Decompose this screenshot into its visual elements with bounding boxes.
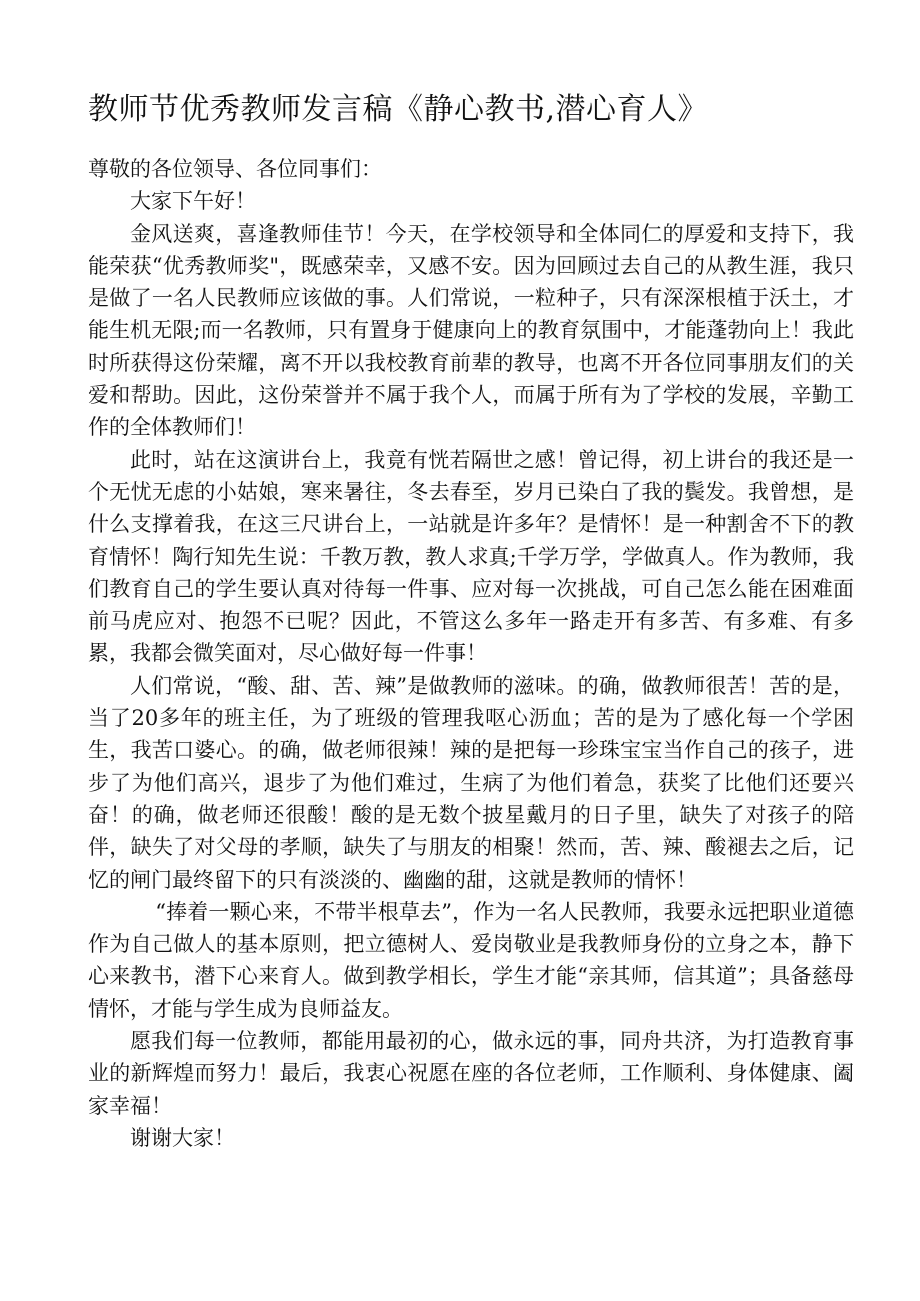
greeting: 大家下午好！ — [130, 189, 256, 214]
paragraph: “捧着一颗心来，不带半根草去”，作为一名人民教师，我要永远把职业道德作为自己做人的基本原则，把立德树人、爱岗敬业是我教师身份的立身之本，静下心来教书，潜下心来育人。做到教学相长，学生才能“亲其师，信其道”；具备慈母情怀，才能与学生成为良师益友。 — [88, 899, 854, 1021]
paragraph: 愿我们每一位教师，都能用最初的心，做永远的事，同舟共济，为打造教育事业的新辉煌而努力！最后，我衷心祝愿在座的各位老师，工作顺利、身体健康、阖家幸福！ — [88, 1029, 854, 1118]
document-title: 教师节优秀教师发言稿《静心教书,潜心育人》 — [88, 92, 709, 127]
paragraph: 金风送爽，喜逢教师佳节！今天，在学校领导和全体同仁的厚爱和支持下，我能荣获“优秀教师奖"，既感荣幸，又感不安。因为回顾过去自己的从教生涯，我只是做了一名人民教师应该做的事。人们常说，一粒种子，只有深深根植于沃土，才能生机无限;而一名教师，只有置身于健康向上的教育氛围中，才能蓬勃向上！我此时所获得这份荣耀，离不开以我校教育前辈的教导，也离不开各位同事朋友们的关爱和帮助。因此，这份荣誉并不属于我个人，而属于所有为了学校的发展，辛勤工作的全体教师们！ — [88, 221, 854, 440]
closing: 谢谢大家！ — [130, 1125, 235, 1150]
paragraph: 此时，站在这演讲台上，我竟有恍若隔世之感！曾记得，初上讲台的我还是一个无忧无虑的小姑娘，寒来暑往，冬去春至，岁月已染白了我的鬓发。我曾想，是什么支撑着我，在这三尺讲台上，一站就是许多年？是情怀！是一种割舍不下的教育情怀！陶行知先生说：千教万教，教人求真;千学万学，学做真人。作为教师，我们教育自己的学生要认真对待每一件事、应对每一次挑战，可自己怎么能在困难面前马虎应对、抱怨不已呢？因此，不管这么多年一路走开有多苦、有多难、有多累，我都会微笑面对，尽心做好每一件事！ — [88, 447, 854, 666]
salutation: 尊敬的各位领导、各位同事们： — [88, 157, 382, 181]
document-body — [88, 153, 854, 1154]
paragraph: 人们常说，“酸、甜、苦、辣”是做教师的滋味。的确，做教师很苦！苦的是，当了20多年的班主任，为了班级的管理我呕心沥血；苦的是为了感化每一个学困生，我苦口婆心。的确，做老师很辣！辣的是把每一珍珠宝宝当作自己的孩子，进步了为他们高兴，退步了为他们难过，生病了为他们着急，获奖了比他们还要兴奋！的确，做老师还很酸！酸的是无数个披星戴月的日子里，缺失了对孩子的陪伴，缺失了对父母的孝顺，缺失了与朋友的相聚！然而，苦、辣、酸褪去之后，记忆的闸门最终留下的只有淡淡的、幽幽的甜，这就是教师的情怀！ — [88, 673, 854, 892]
